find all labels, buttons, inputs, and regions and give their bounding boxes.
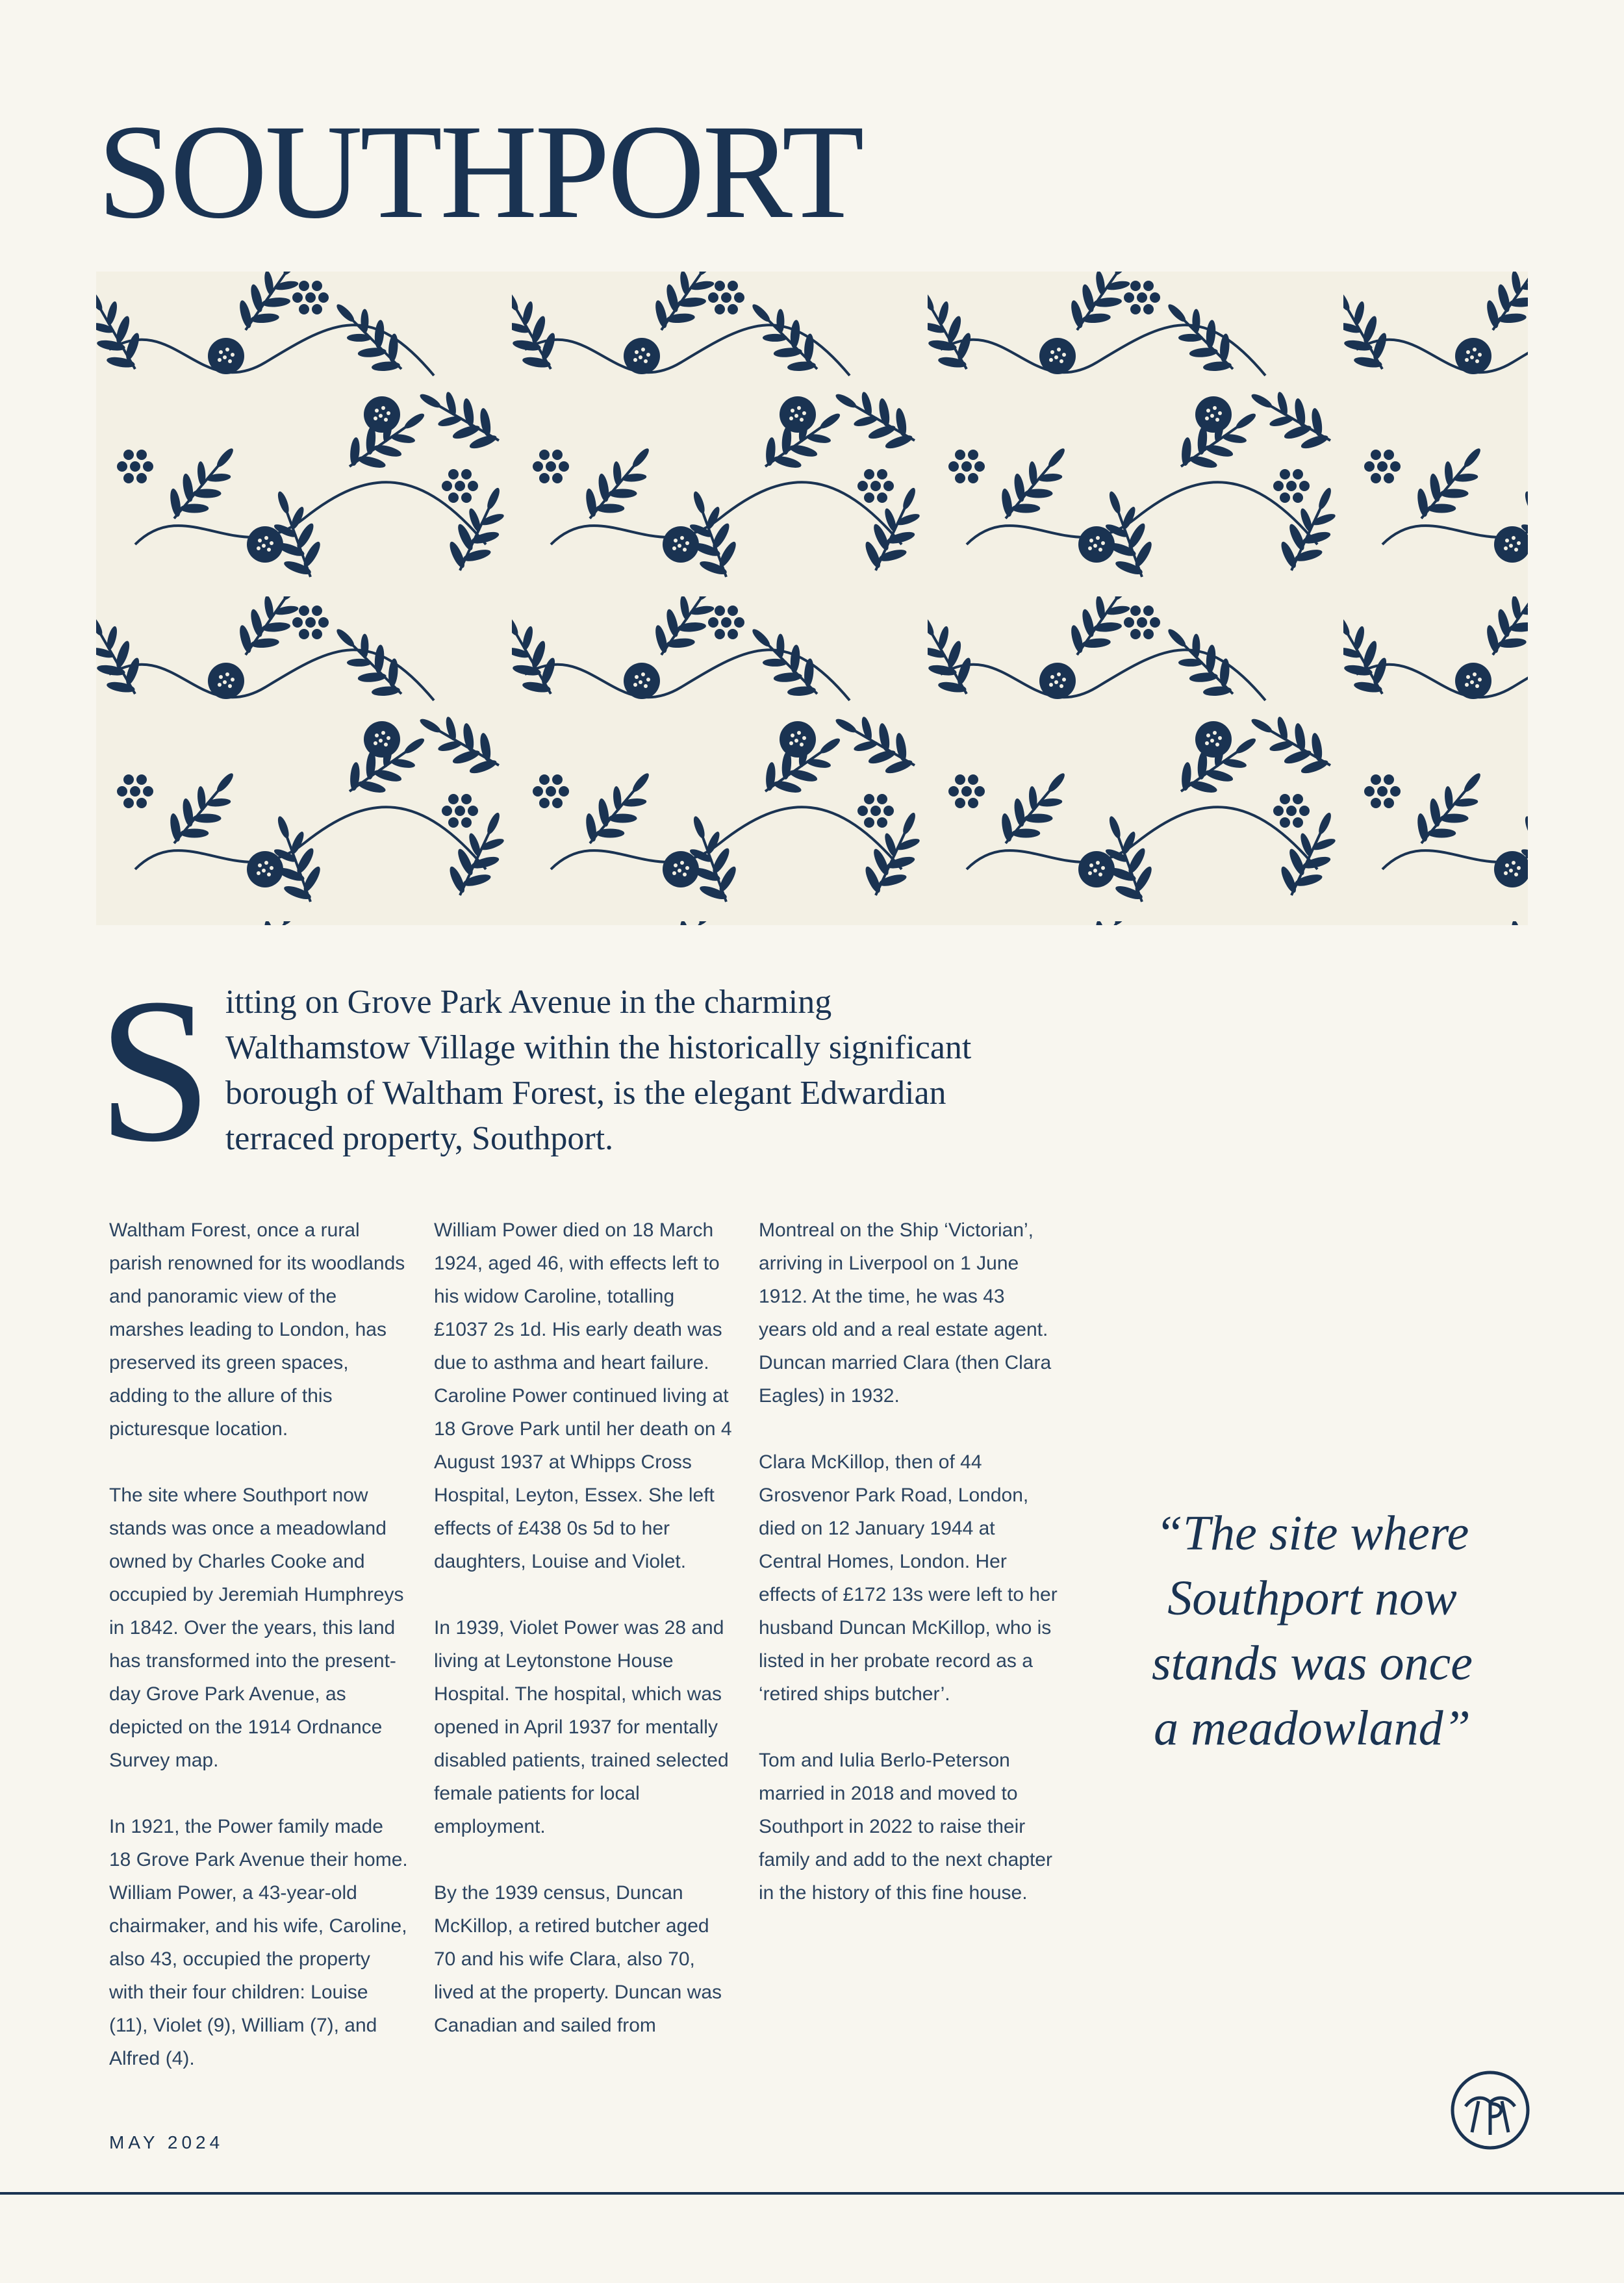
pull-quote-line: a meadowland” [1154, 1701, 1471, 1755]
floral-pattern-icon [96, 272, 1528, 925]
ap-monogram-logo-icon [1450, 2070, 1530, 2150]
body-paragraph: In 1921, the Power family made 18 Grove Park Avenue their home. William Power, a 43-year-old chairmaker, and his wife, Caroline, also 43, occupied the property with their four children: Louise (11), Violet (9), William (7), and Alfred (4). [109, 1816, 408, 2069]
floral-pattern-banner [96, 272, 1528, 925]
intro-text: itting on Grove Park Avenue in the charming Walthamstow Village within the historically significant borough of Waltham Forest, is the elegant Edwardian terraced property, Southport. [225, 984, 972, 1157]
body-paragraph: Tom and Iulia Berlo-Peterson married in 2018 and moved to Southport in 2022 to raise their family and add to the next chapter in the history of this fine house. [759, 1750, 1052, 1904]
footer-date: MAY 2024 [109, 2132, 224, 2152]
body-paragraph: By the 1939 census, Duncan McKillop, a retired butcher aged 70 and his wife Clara, also 70, lived at the property. Duncan was Canadian and sailed from [434, 1882, 722, 2036]
pull-quote-line: “The site where [1155, 1506, 1469, 1561]
page-title: SOUTHPORT [97, 97, 862, 246]
body-paragraph: Waltham Forest, once a rural parish renowned for its woodlands and panoramic view of the marshes leading to London, has preserved its green spaces, adding to the allure of this picturesque location. [109, 1219, 405, 1440]
intro-paragraph [97, 956, 1020, 1184]
text-column-1 [109, 1214, 408, 2108]
pull-quote-line: Southport now [1167, 1571, 1457, 1626]
pull-quote [1104, 1501, 1520, 1761]
body-paragraph: In 1939, Violet Power was 28 and living at Leytonstone House Hospital. The hospital, which was opened in April 1937 for mentally disabled patients, trained selected female patients for local employment. [434, 1617, 729, 1837]
body-paragraph: Montreal on the Ship ‘Victorian’, arriving in Liverpool on 1 June 1912. At the time, he was 43 years old and a real estate agent. Duncan married Clara (then Clara Eagles) in 1932. [759, 1219, 1052, 1407]
body-paragraph: William Power died on 18 March 1924, aged 46, with effects left to his widow Caroline, totalling £1037 2s 1d. His early death was due to asthma and heart failure. Caroline Power continued living at 18 Grove Park until her death on 4 August 1937 at Whipps Cross Hospital, Leyton, Essex. She left effects of £438 0s 5d to her daughters, Louise and Violet. [434, 1219, 732, 1572]
text-column-2 [434, 1214, 733, 2075]
text-column-3 [759, 1214, 1058, 1943]
drop-cap: S [97, 956, 212, 1184]
pull-quote-line: stands was once [1152, 1636, 1473, 1690]
body-paragraph: Clara McKillop, then of 44 Grosvenor Park Road, London, died on 12 January 1944 at Central Homes, London. Her effects of £172 13s were left to her husband Duncan McKillop, who is listed in her probate record as a ‘retired ships butcher’. [759, 1451, 1058, 1705]
footer-rule [0, 2192, 1624, 2195]
body-paragraph: The site where Southport now stands was once a meadowland owned by Charles Cooke and occupied by Jeremiah Humphreys in 1842. Over the years, this land has transformed into the present-day Grove Park Avenue, as depicted on the 1914 Ordnance Survey map. [109, 1485, 404, 1771]
